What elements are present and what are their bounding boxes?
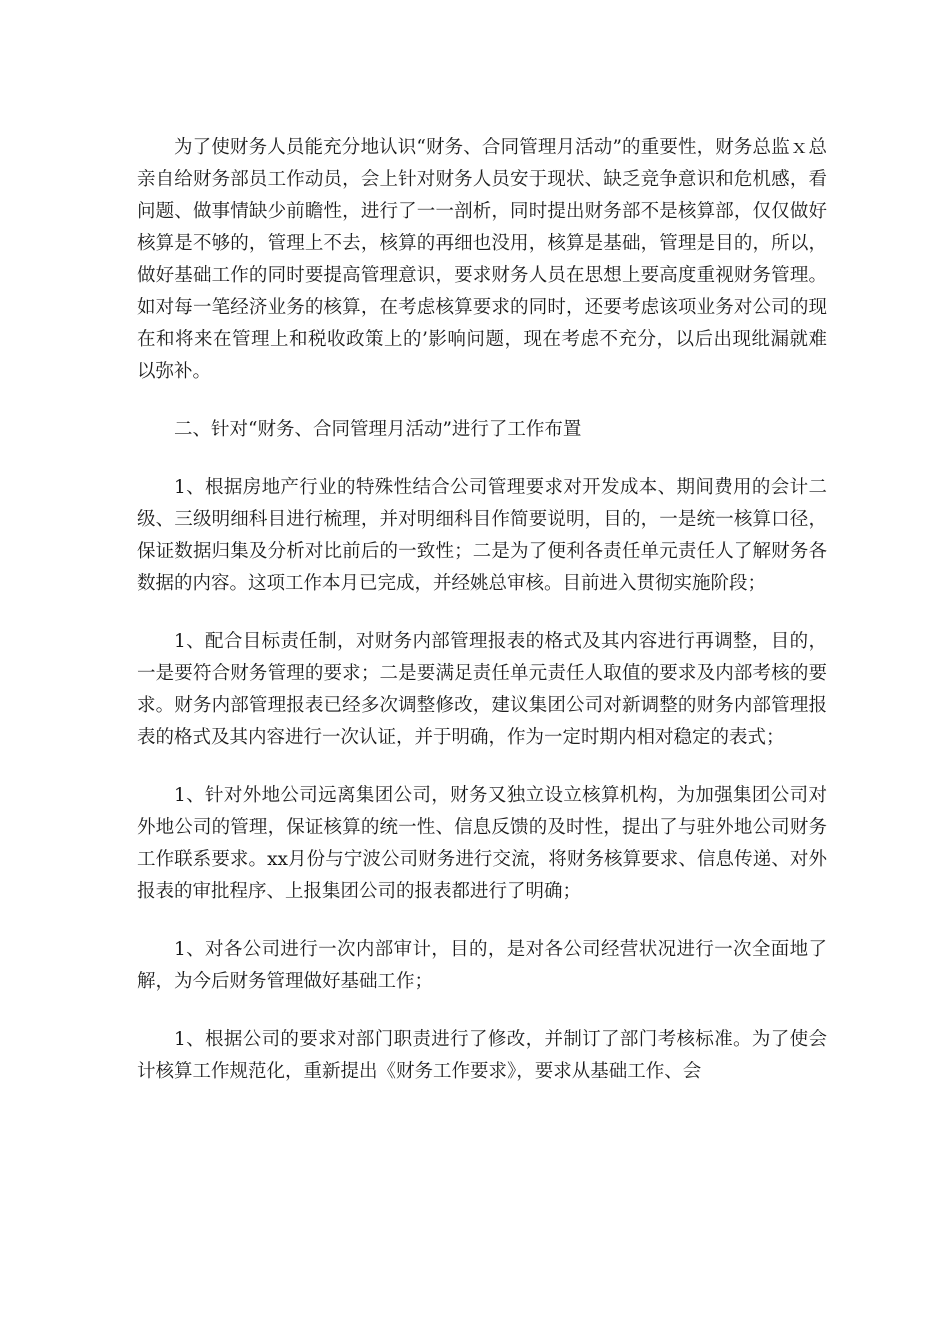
paragraph-item-2: 1、配合目标责任制，对财务内部管理报表的格式及其内容进行再调整，目的，一是要符合财务管理的要求；二是要满足责任单元责任人取值的要求及内部考核的要求。财务内部管理报表已经多次调整修改，建议集团公司对新调整的财务内部管理报表的格式及其内容进行一次认证，并于明确，作为一定时期内相对稳定的表式； [137, 631, 827, 748]
paragraph-item-4: 1、对各公司进行一次内部审计，目的，是对各公司经营状况进行一次全面地了解，为今后财务管理做好基础工作； [137, 939, 827, 992]
paragraph-item-3: 1、针对外地公司远离集团公司，财务又独立设立核算机构，为加强集团公司对外地公司的管理，保证核算的统一性、信息反馈的及时性，提出了与驻外地公司财务工作联系要求。xx月份与宁波公司财务进行交流，将财务核算要求、信息传递、对外报表的审批程序、上报集团公司的报表都进行了明确； [137, 785, 827, 902]
paragraph-intro: 为了使财务人员能充分地认识“财务、合同管理月活动”的重要性，财务总监ｘ总亲自给财务部员工作动员，会上针对财务人员安于现状、缺乏竞争意识和危机感，看问题、做事情缺少前瞻性，进行了一一剖析，同时提出财务部不是核算部，仅仅做好核算是不够的，管理上不去，核算的再细也没用，核算是基础，管理是目的，所以，做好基础工作的同时要提高管理意识，要求财务人员在思想上要高度重视财务管理。如对每一笔经济业务的核算，在考虑核算要求的同时，还要考虑该项业务对公司的现在和将来在管理上和税收政策上的’影响问题，现在考虑不充分，以后出现纰漏就难以弥补。 [137, 137, 827, 382]
document-body [137, 132, 827, 1114]
paragraph-item-1: 1、根据房地产行业的特殊性结合公司管理要求对开发成本、期间费用的会计二级、三级明细科目进行梳理，并对明细科目作简要说明，目的，一是统一核算口径，保证数据归集及分析对比前后的一致性；二是为了便利各责任单元责任人了解财务各数据的内容。这项工作本月已完成，并经姚总审核。目前进入贯彻实施阶段； [137, 477, 827, 594]
section-heading: 二、针对“财务、合同管理月活动”进行了工作布置 [174, 419, 582, 440]
paragraph-item-5: 1、根据公司的要求对部门职责进行了修改，并制订了部门考核标准。为了使会计核算工作规范化，重新提出《财务工作要求》，要求从基础工作、会 [137, 1029, 827, 1082]
